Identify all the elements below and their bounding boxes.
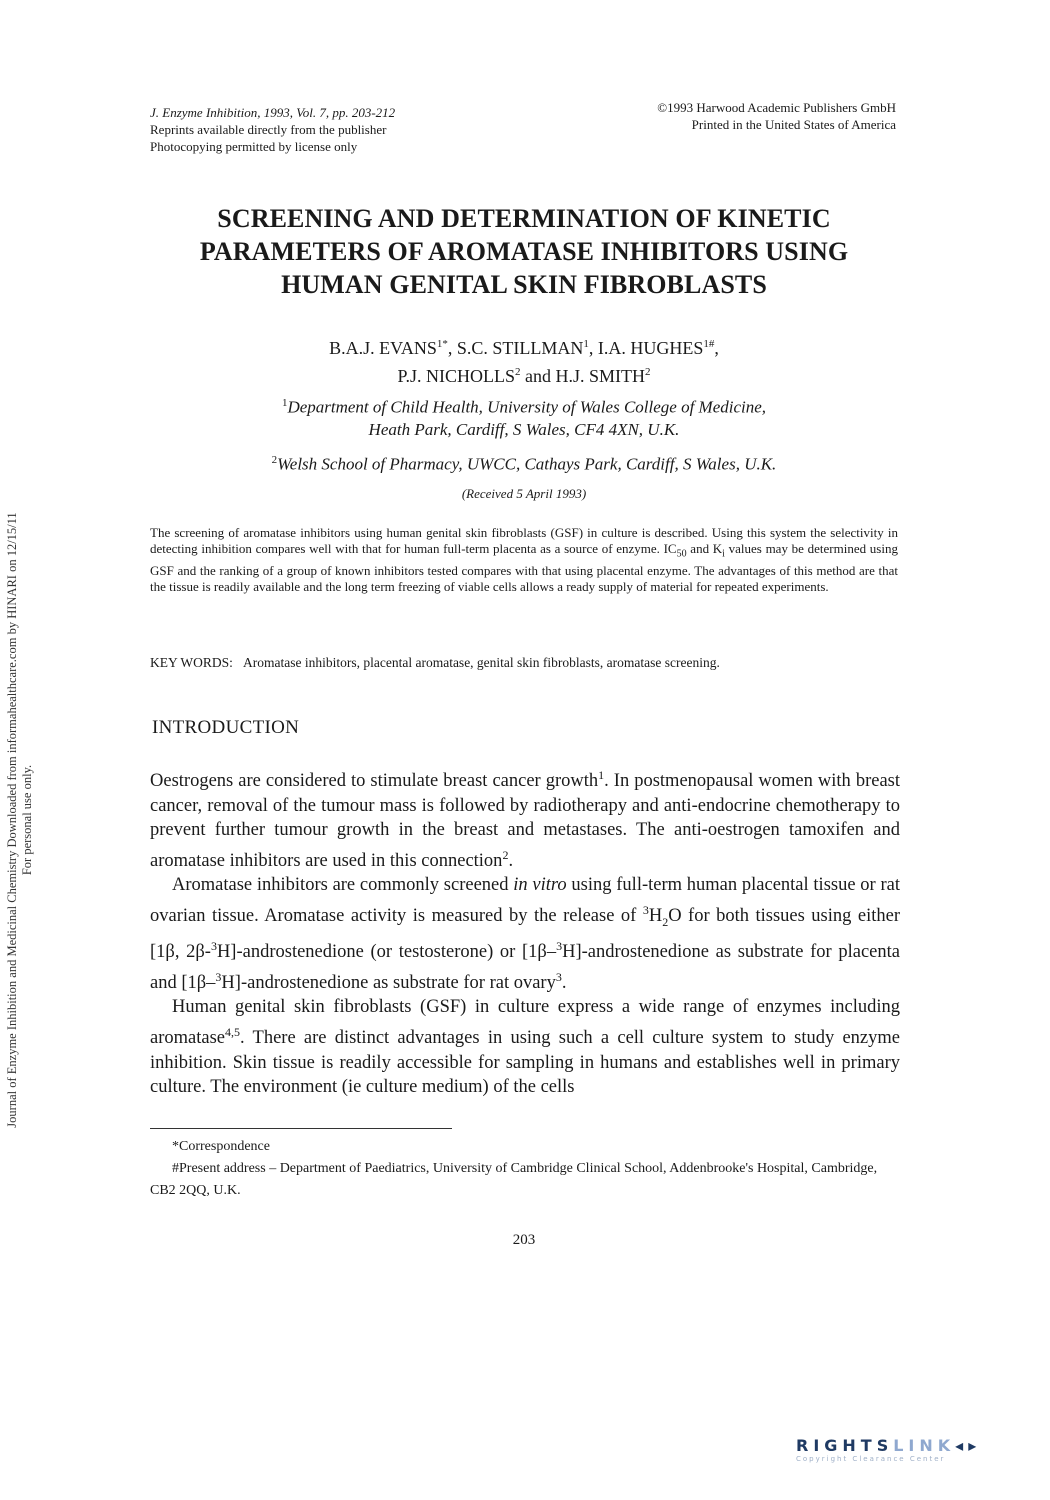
copyright-line: ©1993 Harwood Academic Publishers GmbH: [657, 100, 896, 115]
journal-citation: [150, 104, 510, 155]
citation-line: J. Enzyme Inhibition, 1993, Vol. 7, pp. 203-212: [150, 105, 396, 120]
rightslink-arrow-icon: ◂▸: [955, 1436, 982, 1455]
abstract: The screening of aromatase inhibitors using human genital skin fibroblasts (GSF) in culture is described. Using this system the selectivity in detecting inhibition compares well with that for human full-term placenta as a source of enzyme. $IC_{50}$ and $K_i$ values may be determined using GSF and the ranking of a group of known inhibitors tested compares with that using placental enzyme. The advantages of this method are that the tissue is readily available and the long term freezing of viable cells allows a ready supply of material for repeated experiments.: [150, 525, 898, 594]
paragraph: Oestrogens are considered to stimulate breast cancer growth$^1$. In postmenopausal women with breast cancer, removal of the tumour mass is followed by radiotherapy and anti-endocrine chemotherapy to prevent further tumour growth in the breast and metastases. The anti-oestrogen tamoxifen and aromatase inhibitors are used in this connection$^2$.: [150, 768, 900, 871]
key-words-text: Aromatase inhibitors, placental aromatase, genital skin fibroblasts, aromatase screening.: [243, 655, 720, 670]
page-number: 203: [512, 1232, 536, 1248]
title-line: PARAMETERS OF AROMATASE INHIBITORS USING: [199, 237, 849, 266]
download-watermark-text: Journal of Enzyme Inhibition and Medicinal Chemistry Downloaded from informahealthcare.com by HINARI on 12/15/11 For personal use only.: [5, 512, 34, 1128]
paper-title: [150, 202, 898, 301]
author-list: [150, 332, 898, 388]
received-date: (Received 5 April 1993): [461, 486, 587, 501]
footnote-present-address: #Present address – Department of Paediatrics, University of Cambridge Clinical School, Addenbrooke's Hospital, Cambridge, CB2 2QQ, U.K.: [150, 1161, 878, 1198]
section-heading-introduction: INTRODUCTION: [152, 717, 300, 738]
footnotes: [150, 1136, 900, 1202]
citation-line: Photocopying permitted by license only: [150, 139, 358, 154]
title-line: SCREENING AND DETERMINATION OF KINETIC: [217, 204, 831, 233]
author-line: B.A.J. $EVANS^{1*}$, S.C. STILLMAN$^1$, I.A. $HUGHES^{1\#}$,: [329, 338, 719, 358]
title-line: HUMAN GENITAL SKIN FIBROBLASTS: [281, 270, 767, 299]
paragraph: Human genital skin fibroblasts (GSF) in culture express a wide range of enzymes including aromatase$^{4,5}$. There are distinct advantages in using such a cell culture system to study enzyme inhibition. Skin tissue is readily accessible for sampling in humans and establishes well in primary culture. The environment (ie culture medium) of the cells: [150, 997, 900, 1098]
introduction-body: [150, 763, 900, 1100]
rightslink-subtitle: Copyright Clearance Center: [796, 1455, 946, 1463]
download-watermark: [5, 512, 34, 1128]
publisher-info: [560, 99, 896, 133]
rightslink-logo[interactable]: [796, 1436, 1032, 1476]
paragraph: Aromatase inhibitors are commonly screened in vitro using full-term human placental tissue or rat ovarian tissue. Aromatase activity is measured by the release of $^3H_2O$ for both tissues using either [1β, 2β-$^3$H]-androstenedione (or testosterone) or [1β–$^3$H]-androstenedione as substrate for placenta and [1β–$^3$H]-androstenedione as substrate for rat ovary$^3$.: [150, 875, 900, 993]
footnote-divider: [150, 1128, 452, 1129]
affiliation-1-address: Heath Park, Cardiff, S Wales, CF4 4XN, U.K.: [368, 419, 680, 439]
rightslink-wordmark: RIGHTSLINK◂▸: [796, 1436, 982, 1455]
author-line: P.J. NICHOLLS$^2$ and H.J. SMITH$^2$: [397, 366, 651, 386]
citation-line: Reprints available directly from the publisher: [150, 122, 387, 137]
key-words-label: KEY WORDS:: [150, 655, 233, 670]
footnote-correspondence: *Correspondence: [172, 1139, 270, 1154]
affiliation-2: $^2$Welsh School of Pharmacy, UWCC, Cathays Park, Cardiff, S Wales, U.K.: [271, 453, 777, 474]
key-words: [150, 654, 900, 671]
printed-line: Printed in the United States of America: [691, 117, 896, 132]
affiliation-1: $^1$Department of Child Health, University of Wales College of Medicine,: [281, 397, 767, 417]
affiliations: [150, 392, 898, 475]
